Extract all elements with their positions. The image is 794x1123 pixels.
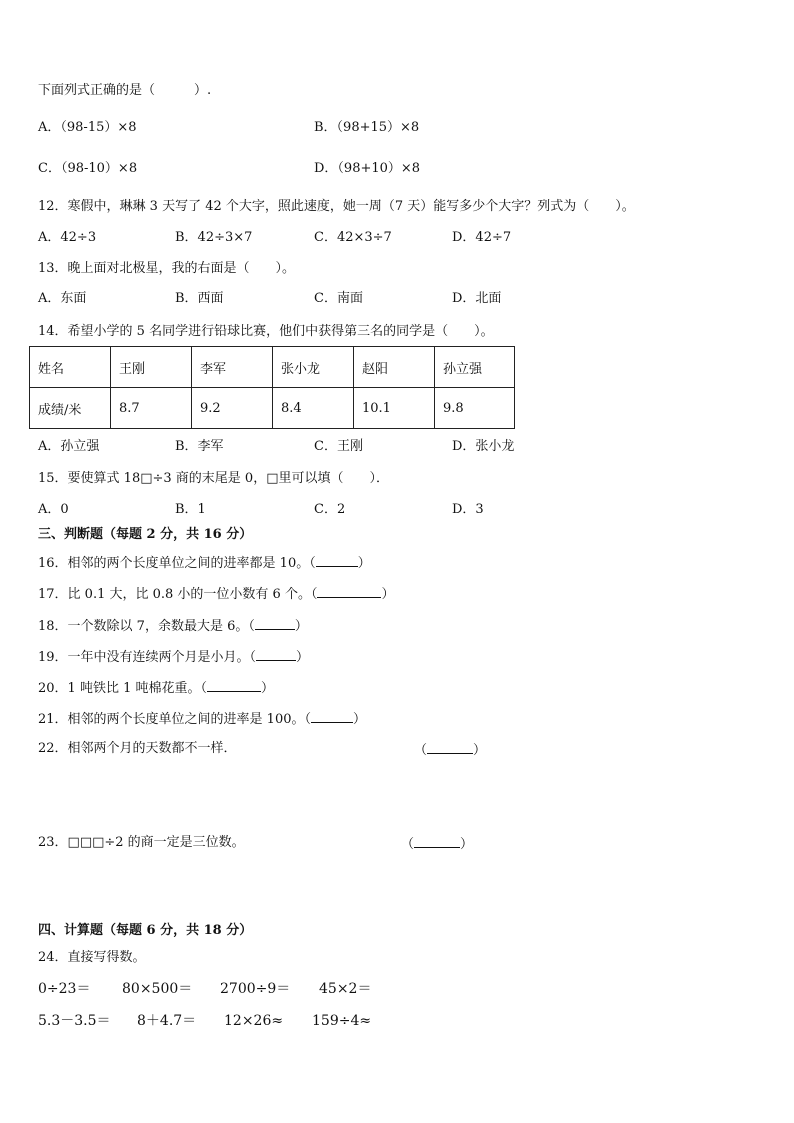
table-cell: 张小龙 xyxy=(273,347,354,388)
judge-close: ） xyxy=(296,650,310,665)
paren-open: （ xyxy=(414,743,428,758)
answer-blank[interactable] xyxy=(207,679,261,692)
judge-close: ） xyxy=(294,619,308,634)
q14-option-d[interactable]: D．张小龙 xyxy=(452,439,515,454)
answer-blank[interactable] xyxy=(316,554,358,567)
judge-close: ） xyxy=(381,587,395,602)
q14-stem: 14．希望小学的 5 名同学进行铅球比赛，他们中获得第三名的同学是（ ）。 xyxy=(38,324,494,339)
judge-item-18 xyxy=(38,617,308,635)
table-cell: 孙立强 xyxy=(435,347,515,388)
judge-text: 21．相邻的两个长度单位之间的进率是 100。（ xyxy=(38,712,311,727)
answer-blank[interactable] xyxy=(255,617,295,630)
q12-option-b[interactable]: B．42÷3×7 xyxy=(175,230,253,245)
judge-text: 17．比 0.1 大，比 0.8 小的一位小数有 6 个。（ xyxy=(38,587,318,602)
answer-blank[interactable] xyxy=(317,585,381,598)
answer-blank[interactable] xyxy=(414,835,460,848)
judge-close: ） xyxy=(357,556,371,571)
paren-close: ） xyxy=(460,837,474,852)
judge-item-22: 22．相邻两个月的天数都不一样． xyxy=(38,741,237,756)
q13-option-c[interactable]: C．南面 xyxy=(314,291,363,306)
judge-item-22-answer xyxy=(414,741,486,759)
judge-close: ） xyxy=(260,681,274,696)
calc-item: 0÷23＝ xyxy=(38,981,91,997)
table-cell: 10.1 xyxy=(354,388,435,429)
answer-blank[interactable] xyxy=(427,741,473,754)
table-cell: 姓名 xyxy=(30,347,111,388)
q14-option-b[interactable]: B．李军 xyxy=(175,439,224,454)
q11-option-c[interactable]: C．（98-10）×8 xyxy=(38,161,138,176)
judge-text: 20．1 吨铁比 1 吨棉花重。（ xyxy=(38,681,207,696)
q11-option-b[interactable]: B．（98+15）×8 xyxy=(314,120,420,135)
judge-text: 19．一年中没有连续两个月是小月。（ xyxy=(38,650,257,665)
calc-item: 12×26≈ xyxy=(224,1013,284,1029)
judge-text: 16．相邻的两个长度单位之间的进率都是 10。（ xyxy=(38,556,316,571)
q11-option-d[interactable]: D．（98+10）×8 xyxy=(314,161,421,176)
calc-item: 5.3－3.5＝ xyxy=(38,1013,111,1029)
q12-stem: 12．寒假中，琳琳 3 天写了 42 个大字，照此速度，她一周（7 天）能写多少个大字？列式为（ ）。 xyxy=(38,199,635,214)
calc-item: 8＋4.7＝ xyxy=(137,1013,197,1029)
q15-stem: 15．要使算式 18□÷3 商的末尾是 0，□里可以填（ ）． xyxy=(38,471,389,486)
judge-text: 18．一个数除以 7，余数最大是 6。（ xyxy=(38,619,255,634)
section-4-heading: 四、计算题（每题 6 分，共 18 分） xyxy=(38,923,253,938)
judge-item-20 xyxy=(38,679,274,697)
q13-option-a[interactable]: A．东面 xyxy=(38,291,87,306)
judge-item-19 xyxy=(38,648,309,666)
q24-stem: 24．直接写得数。 xyxy=(38,950,146,965)
table-cell: 赵阳 xyxy=(354,347,435,388)
q15-option-a[interactable]: A．0 xyxy=(38,502,69,517)
judge-item-23: 23．□□□÷2 的商一定是三位数。 xyxy=(38,835,245,850)
table-row xyxy=(30,347,515,388)
answer-blank[interactable] xyxy=(256,648,296,661)
score-table xyxy=(29,346,515,429)
q15-option-b[interactable]: B．1 xyxy=(175,502,206,517)
table-cell: 李军 xyxy=(192,347,273,388)
q12-option-c[interactable]: C．42×3÷7 xyxy=(314,230,392,245)
q11-stem: 下面列式正确的是（ ）. xyxy=(38,83,212,98)
q14-option-c[interactable]: C．王刚 xyxy=(314,439,363,454)
table-cell: 王刚 xyxy=(111,347,192,388)
q13-option-b[interactable]: B．西面 xyxy=(175,291,224,306)
q14-option-a[interactable]: A．孙立强 xyxy=(38,439,100,454)
q13-stem: 13．晚上面对北极星，我的右面是（ ）。 xyxy=(38,261,296,276)
q12-option-a[interactable]: A．42÷3 xyxy=(38,230,97,245)
paren-close: ） xyxy=(473,743,487,758)
paren-open: （ xyxy=(401,837,415,852)
judge-item-21 xyxy=(38,710,366,728)
table-row xyxy=(30,388,515,429)
q15-option-c[interactable]: C．2 xyxy=(314,502,346,517)
q13-option-d[interactable]: D．北面 xyxy=(452,291,502,306)
q12-option-d[interactable]: D．42÷7 xyxy=(452,230,512,245)
table-cell: 8.4 xyxy=(273,388,354,429)
table-cell: 成绩/米 xyxy=(30,388,111,429)
section-3-heading: 三、判断题（每题 2 分，共 16 分） xyxy=(38,527,253,542)
q15-option-d[interactable]: D．3 xyxy=(452,502,484,517)
judge-item-17 xyxy=(38,585,394,603)
calc-item: 159÷4≈ xyxy=(312,1013,372,1029)
table-cell: 8.7 xyxy=(111,388,192,429)
q11-option-a[interactable]: A．（98-15）×8 xyxy=(38,120,137,135)
judge-close: ） xyxy=(353,712,367,727)
calc-item: 45×2＝ xyxy=(319,981,372,997)
table-cell: 9.8 xyxy=(435,388,515,429)
calc-item: 80×500＝ xyxy=(122,981,193,997)
answer-blank[interactable] xyxy=(311,710,353,723)
judge-item-16 xyxy=(38,554,371,572)
calc-item: 2700÷9＝ xyxy=(220,981,291,997)
judge-item-23-answer xyxy=(401,835,473,853)
table-cell: 9.2 xyxy=(192,388,273,429)
